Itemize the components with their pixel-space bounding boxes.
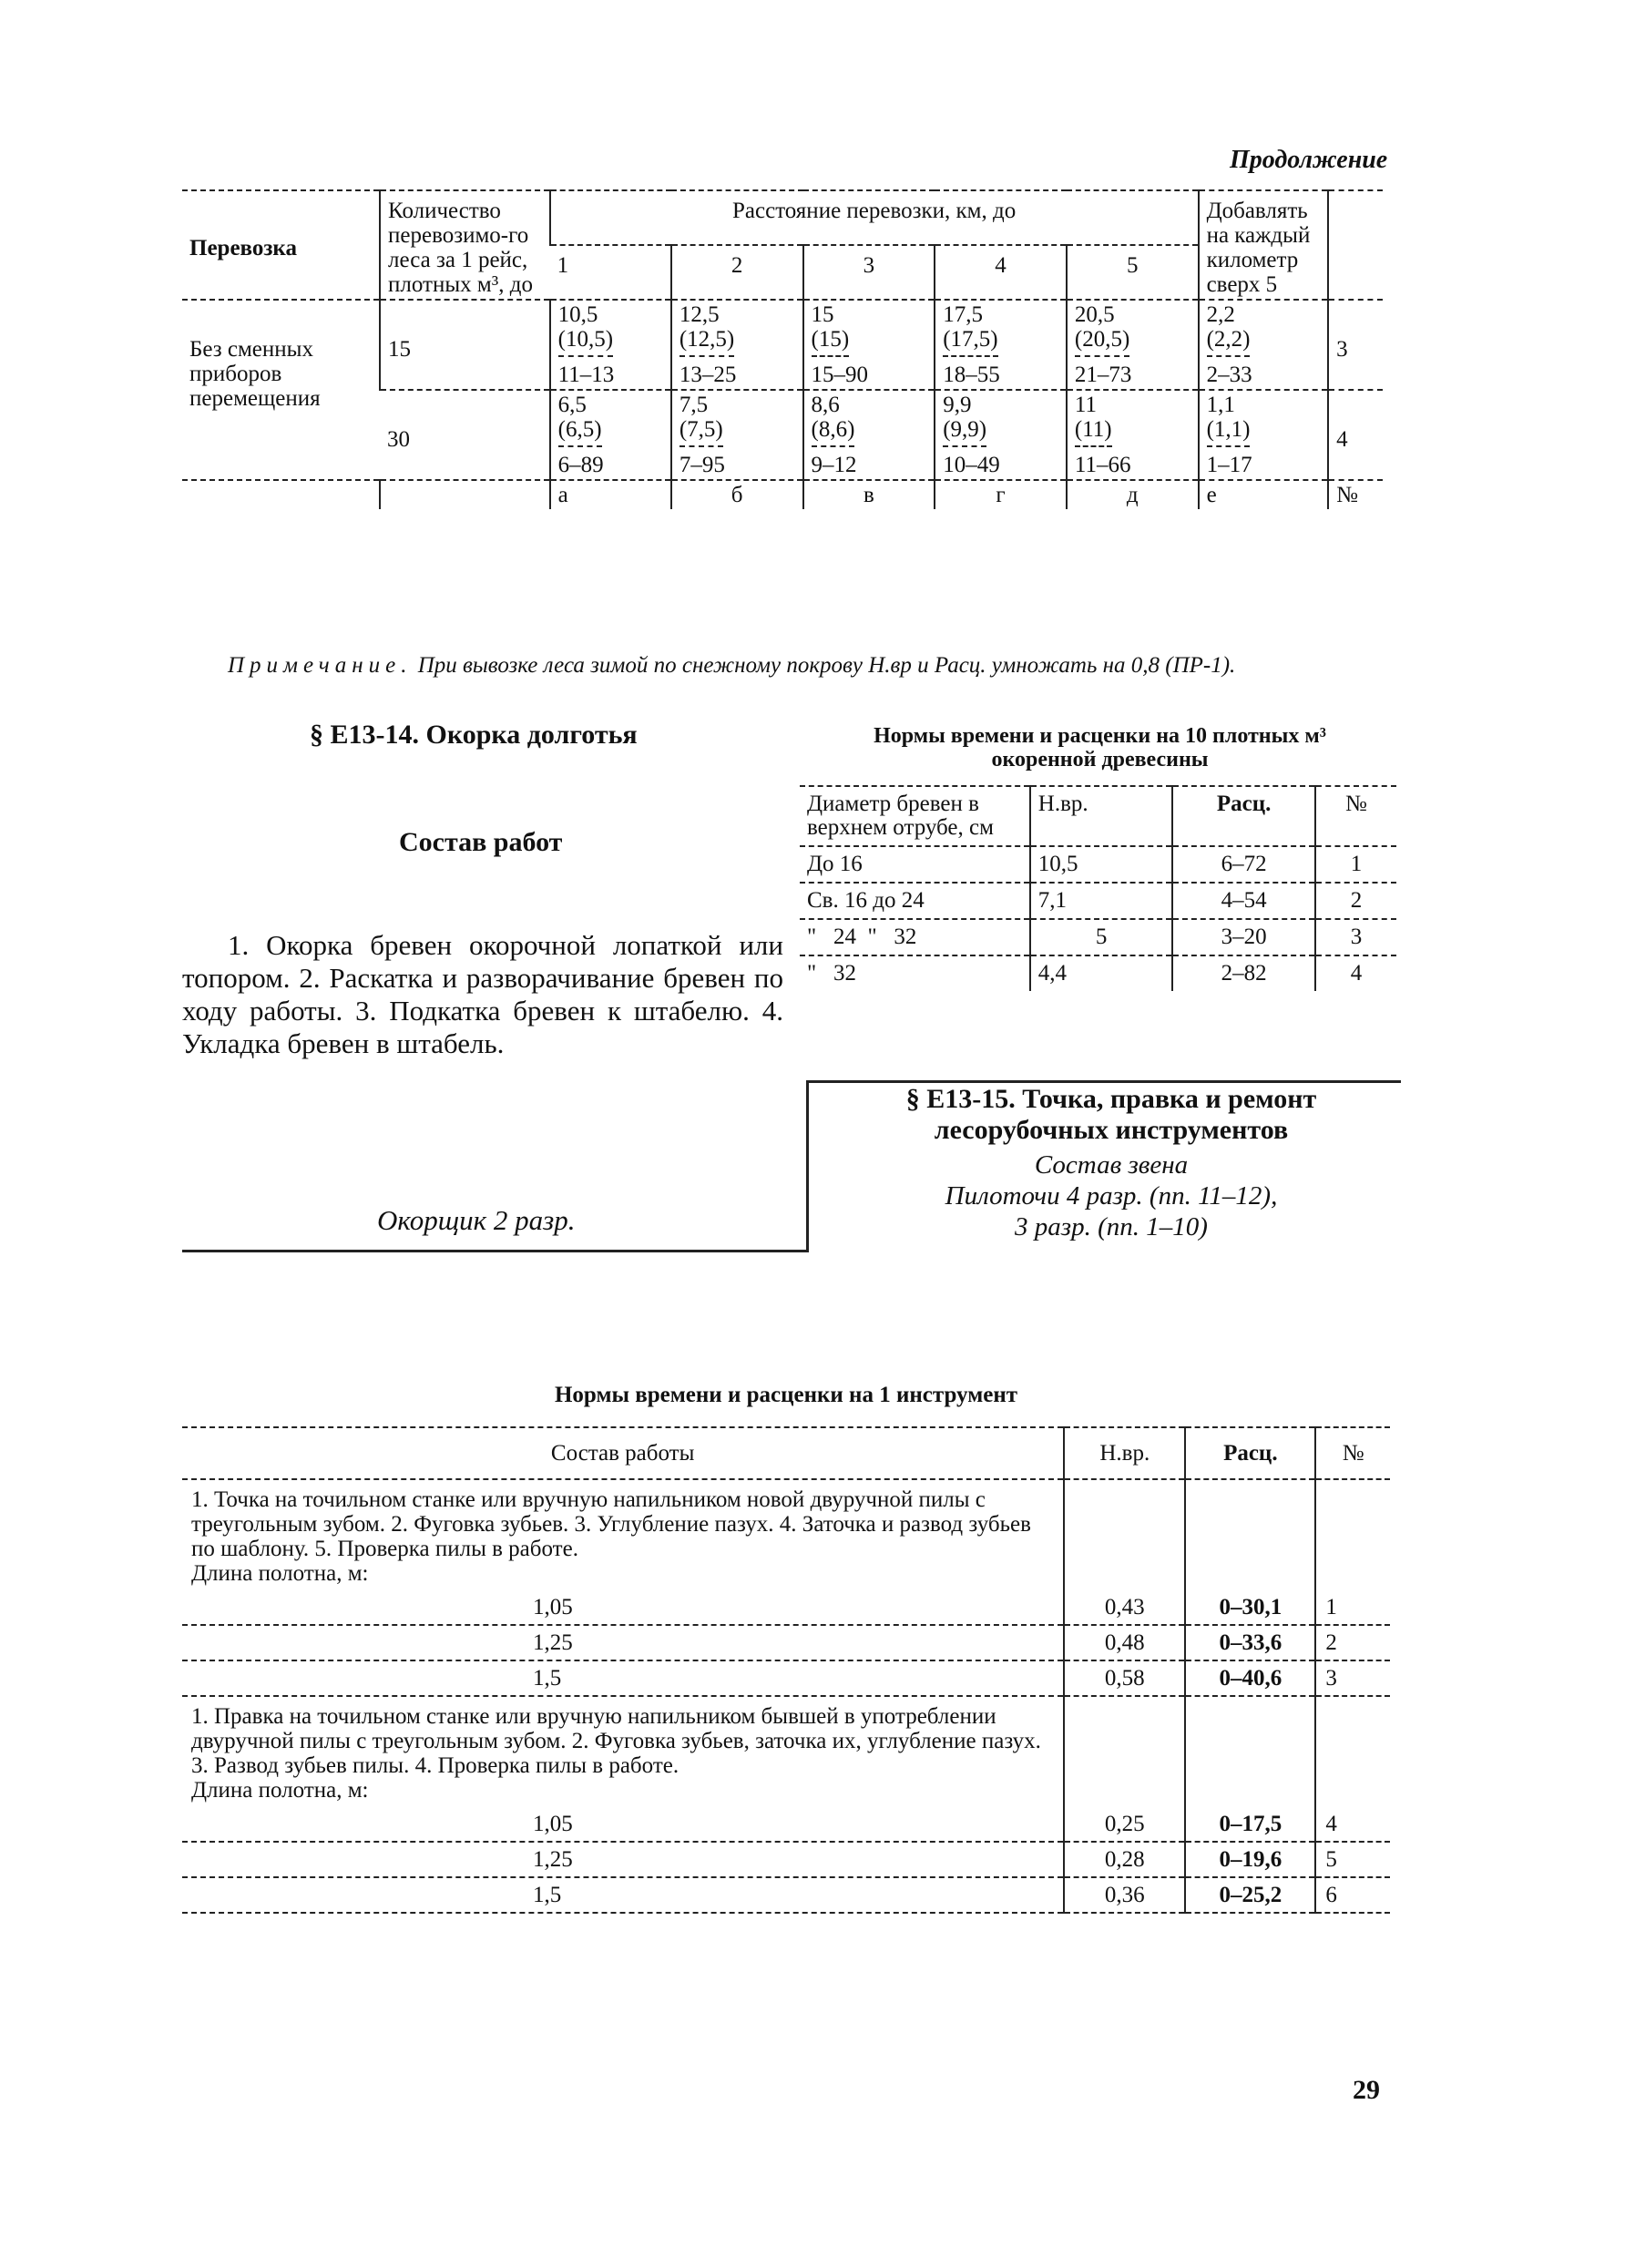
time-cell: 0,43 xyxy=(1064,1590,1185,1625)
work-text: 1. Окорка бревен окорочной лопаткой или топором. 2. Раскатка и разворачивание бревен по ходу работы. 3. Подкатка бревен к штабелю. 4. Укладка бревен в штабель. xyxy=(182,929,783,1059)
table-row xyxy=(800,955,1396,991)
table-row xyxy=(800,883,1396,919)
section-title: § Е13-14. Окорка долготья xyxy=(310,720,638,750)
header-dist-1: 1 xyxy=(557,253,569,278)
length-cell: 1,25 xyxy=(182,1842,1064,1877)
rate-cell: 0–19,6 xyxy=(1185,1842,1315,1877)
header-dist-5: 5 xyxy=(1067,245,1199,300)
number-cell: 5 xyxy=(1315,1842,1390,1877)
time-cell: 0,36 xyxy=(1064,1877,1185,1913)
row-number: 3 xyxy=(1328,300,1383,390)
header-number: № xyxy=(1315,786,1396,846)
value-cell: 2,2 (2,2) 2–33 xyxy=(1199,300,1329,390)
header-rate: Расц. xyxy=(1172,786,1315,846)
left-column-rule xyxy=(182,1250,807,1252)
rate-cell: 0–40,6 xyxy=(1185,1660,1315,1696)
value-cell: 10,5 (10,5) 11–13 xyxy=(550,300,671,390)
header-transport: Перевозка xyxy=(182,190,380,300)
number-cell: 3 xyxy=(1315,1660,1390,1696)
rate-cell: 0–33,6 xyxy=(1185,1625,1315,1660)
table-row xyxy=(182,1842,1390,1877)
header-time: Н.вр. xyxy=(1030,786,1173,846)
crew-block xyxy=(820,1149,1403,1242)
note-text: При вывозке леса зимой по снежному покрову Н.вр и Расц. умножать на 0,8 (ПР-1). xyxy=(417,653,1236,678)
rate-cell: 0–17,5 xyxy=(1185,1807,1315,1842)
column-letter: б xyxy=(671,480,803,509)
rate-cell: 0–30,1 xyxy=(1185,1590,1315,1625)
value-cell: 17,5 (17,5) 18–55 xyxy=(935,300,1067,390)
length-cell: 1,25 xyxy=(182,1625,1064,1660)
header-distance: Расстояние перевозки, км, до xyxy=(550,190,1199,245)
header-work: Состав работы xyxy=(182,1427,1064,1479)
diameter-cell: " 24 " 32 xyxy=(800,919,1030,955)
time-cell: 5 xyxy=(1030,919,1173,955)
quantity-cell: 30 xyxy=(380,390,550,480)
header-quantity: Количество перевозимо-го леса за 1 рейс, плотных м³, до xyxy=(380,190,550,300)
length-cell: 1,05 xyxy=(533,1595,573,1619)
time-cell: 0,48 xyxy=(1064,1625,1185,1660)
value-cell: 6,5 (6,5) 6–89 xyxy=(550,390,671,480)
header-number: № xyxy=(1315,1427,1390,1479)
table-row xyxy=(800,846,1396,883)
length-cell: 1,5 xyxy=(182,1877,1064,1913)
diameter-cell: До 16 xyxy=(800,846,1030,883)
header-diameter: Диаметр бревен в верхнем отрубе, см xyxy=(800,786,1030,846)
crew-line: Пилоточи 4 разр. (пп. 11–12), xyxy=(945,1181,1278,1211)
crew-line: 3 разр. (пп. 1–10) xyxy=(1015,1212,1208,1241)
table-row xyxy=(182,1807,1390,1842)
debarking-table xyxy=(800,785,1396,991)
column-letter: е xyxy=(1199,480,1329,509)
table-row xyxy=(182,300,1383,390)
row-label: Без сменных приборов перемещения xyxy=(182,300,380,480)
value-cell: 15 (15) 15–90 xyxy=(803,300,935,390)
header-dist-3: 3 xyxy=(803,245,935,300)
value-cell: 7,5 (7,5) 7–95 xyxy=(671,390,803,480)
diameter-cell: " 32 xyxy=(800,955,1030,991)
rate-cell: 4–54 xyxy=(1172,883,1315,919)
header-rate: Расц. xyxy=(1185,1427,1315,1479)
value-cell: 11 (11) 11–66 xyxy=(1067,390,1199,480)
value-cell: 12,5 (12,5) 13–25 xyxy=(671,300,803,390)
continuation-label: Продолжение xyxy=(1230,146,1388,174)
number-cell: 1 xyxy=(1315,846,1396,883)
time-cell: 7,1 xyxy=(1030,883,1173,919)
group-description-row xyxy=(182,1696,1390,1807)
column-letter: а xyxy=(550,480,671,509)
rate-cell: 3–20 xyxy=(1172,919,1315,955)
time-cell: 0,28 xyxy=(1064,1842,1185,1877)
length-cell: 1,05 xyxy=(533,1812,573,1836)
table-row xyxy=(182,1625,1390,1660)
value-cell: 9,9 (9,9) 10–49 xyxy=(935,390,1067,480)
tools-table xyxy=(182,1426,1390,1914)
number-cell: 4 xyxy=(1315,1807,1390,1842)
value-cell: 20,5 (20,5) 21–73 xyxy=(1067,300,1199,390)
rate-cell: 0–25,2 xyxy=(1185,1877,1315,1913)
table-row xyxy=(182,1590,1390,1625)
work-heading: Состав работ xyxy=(399,827,563,857)
section-title-e1315: § Е13-15. Точка, правка и ремонт лесорубочных инструментов xyxy=(905,1084,1317,1145)
length-cell: 1,5 xyxy=(182,1660,1064,1696)
group-description: 1. Точка на точильном станке или вручную напильником новой двуручной пилы с треугольным зубом. 2. Фуговка зубьев. 3. Углубление пазух. 4. Заточка и развод зубьев по шаблону. 5. Проверка пилы в работе. Длина полотна, м: xyxy=(182,1479,1064,1590)
number-cell: 2 xyxy=(1315,1625,1390,1660)
table-row xyxy=(182,1877,1390,1913)
time-cell: 4,4 xyxy=(1030,955,1173,991)
group-description-row xyxy=(182,1479,1390,1590)
number-symbol: № xyxy=(1328,480,1383,509)
number-cell: 4 xyxy=(1315,955,1396,991)
transport-table xyxy=(182,189,1383,509)
page-number: 29 xyxy=(1353,2075,1380,2105)
table-row xyxy=(182,1660,1390,1696)
norms-caption: Нормы времени и расценки на 10 плотных м³ окоренной древесины xyxy=(874,724,1326,771)
header-add-per-km: Добавлять на каждый километр сверх 5 xyxy=(1199,190,1329,300)
row-number: 4 xyxy=(1328,390,1383,480)
diameter-cell: Св. 16 до 24 xyxy=(800,883,1030,919)
group-description: 1. Правка на точильном станке или вручную напильником бывшей в употреблении двуручной пилы с треугольным зубом. 2. Фуговка зубьев, заточка их, углубление пазух. 3. Развод зубьев пилы. 4. Проверка пилы в работе. Длина полотна, м: xyxy=(182,1696,1064,1807)
rate-cell: 6–72 xyxy=(1172,846,1315,883)
time-cell: 10,5 xyxy=(1030,846,1173,883)
number-cell: 6 xyxy=(1315,1877,1390,1913)
quantity-cell: 15 xyxy=(380,300,550,390)
number-cell: 1 xyxy=(1315,1590,1390,1625)
value-cell: 8,6 (8,6) 9–12 xyxy=(803,390,935,480)
crew-heading: Состав звена xyxy=(1034,1150,1189,1180)
header-time: Н.вр. xyxy=(1064,1427,1185,1479)
table-row xyxy=(800,919,1396,955)
note xyxy=(228,653,1403,678)
time-cell: 0,58 xyxy=(1064,1660,1185,1696)
table-header-row xyxy=(800,786,1396,846)
header-dist-2: 2 xyxy=(671,245,803,300)
number-cell: 3 xyxy=(1315,919,1396,955)
column-letters-row xyxy=(182,480,1383,509)
note-label: Примечание. xyxy=(228,653,413,678)
value-cell: 1,1 (1,1) 1–17 xyxy=(1199,390,1329,480)
table-header-row xyxy=(182,1427,1390,1479)
rate-cell: 2–82 xyxy=(1172,955,1315,991)
tools-caption: Нормы времени и расценки на 1 инструмент xyxy=(554,1383,1018,1407)
header-dist-4: 4 xyxy=(935,245,1067,300)
column-letter: г xyxy=(935,480,1067,509)
column-letter: д xyxy=(1067,480,1199,509)
time-cell: 0,25 xyxy=(1064,1807,1185,1842)
number-cell: 2 xyxy=(1315,883,1396,919)
column-letter: в xyxy=(803,480,935,509)
worker-category: Окорщик 2 разр. xyxy=(377,1204,576,1236)
